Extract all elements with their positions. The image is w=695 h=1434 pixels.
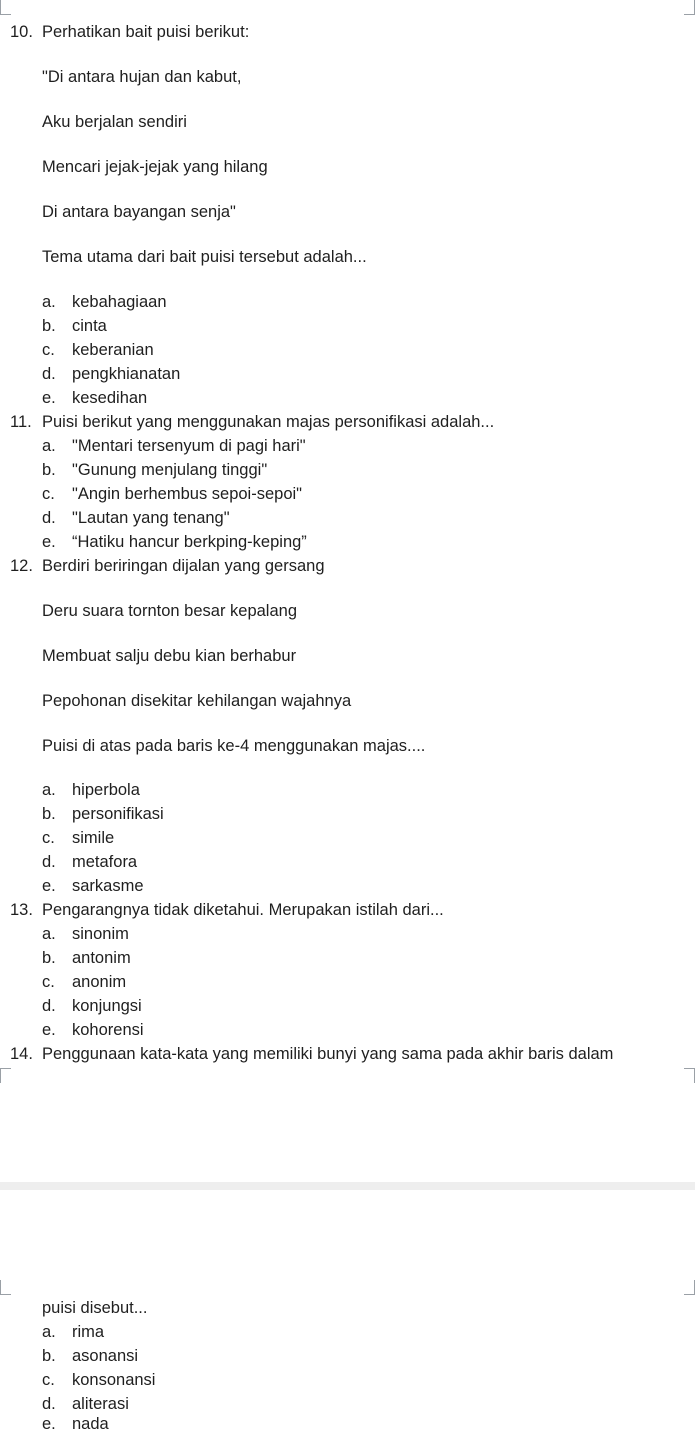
option-letter: e. [42,389,56,407]
option-text: kohorensi [72,1021,144,1039]
question-prompt: Perhatikan bait puisi berikut: [42,23,250,41]
option-letter: c. [42,485,55,503]
option-letter: a. [42,293,56,311]
option-letter: a. [42,925,56,943]
option-letter: c. [42,341,55,359]
option-text: pengkhianatan [72,365,181,383]
question-number: 14. [10,1045,33,1063]
option-letter: b. [42,317,56,335]
poem-line: Pepohonan disekitar kehilangan wajahnya [42,692,352,710]
page-separator [0,1182,695,1190]
poem-line: Mencari jejak-jejak yang hilang [42,158,268,176]
question-prompt: Berdiri beriringan dijalan yang gersang [42,557,325,575]
option-text: nada [72,1415,109,1433]
crop-mark-bottom-left [0,1068,11,1083]
question-prompt: Puisi berikut yang menggunakan majas personifikasi adalah... [42,413,495,431]
option-text: metafora [72,853,138,871]
question-prompt: puisi disebut... [42,1299,148,1317]
option-text: rima [72,1323,105,1341]
question-number: 10. [10,23,33,41]
option-letter: e. [42,877,56,895]
option-text: konsonansi [72,1371,156,1389]
option-letter: e. [42,1415,56,1433]
question-text: Tema utama dari bait puisi tersebut adalah... [42,248,367,266]
option-letter: a. [42,781,56,799]
poem-line: Di antara bayangan senja" [42,203,236,221]
option-letter: e. [42,533,56,551]
crop-mark-top-right [684,0,695,15]
question-number: 11. [10,413,32,431]
option-letter: d. [42,853,56,871]
crop-mark-top-left [0,0,11,15]
option-text: "Lautan yang tenang" [72,509,230,527]
option-text: kebahagiaan [72,293,167,311]
option-text: antonim [72,949,131,967]
option-text: anonim [72,973,127,991]
option-letter: a. [42,437,56,455]
option-text: sarkasme [72,877,144,895]
option-letter: d. [42,509,56,527]
option-text: simile [72,829,115,847]
question-prompt: Penggunaan kata-kata yang memiliki bunyi yang sama pada akhir baris dalam [42,1045,614,1063]
option-letter: c. [42,1371,55,1389]
option-letter: b. [42,1347,56,1365]
poem-line: Aku berjalan sendiri [42,113,187,131]
poem-line: Deru suara tornton besar kepalang [42,602,297,620]
option-text: asonansi [72,1347,139,1365]
option-letter: b. [42,949,56,967]
option-letter: a. [42,1323,56,1341]
option-text: "Mentari tersenyum di pagi hari" [72,437,306,455]
option-text: keberanian [72,341,154,359]
option-letter: c. [42,973,55,991]
crop-mark-top-right [684,1280,695,1295]
option-text: aliterasi [72,1395,129,1413]
option-letter: d. [42,997,56,1015]
option-text: sinonim [72,925,129,943]
question-text: Puisi di atas pada baris ke-4 menggunakan majas.... [42,737,426,755]
crop-mark-bottom-right [684,1068,695,1083]
option-text: "Gunung menjulang tinggi" [72,461,268,479]
question-number: 13. [10,901,33,919]
option-text: "Angin berhembus sepoi-sepoi" [72,485,303,503]
option-text: “Hatiku hancur berkping-keping” [72,533,307,551]
option-text: personifikasi [72,805,164,823]
option-letter: d. [42,1395,56,1413]
option-letter: d. [42,365,56,383]
option-letter: b. [42,805,56,823]
option-letter: c. [42,829,55,847]
option-letter: e. [42,1021,56,1039]
poem-line: Membuat salju debu kian berhabur [42,647,297,665]
option-text: hiperbola [72,781,140,799]
option-text: konjungsi [72,997,142,1015]
question-number: 12. [10,557,33,575]
question-prompt: Pengarangnya tidak diketahui. Merupakan istilah dari... [42,901,444,919]
crop-mark-top-left [0,1280,11,1295]
option-text: kesedihan [72,389,148,407]
option-text: cinta [72,317,107,335]
option-letter: b. [42,461,56,479]
poem-line: "Di antara hujan dan kabut, [42,68,242,86]
